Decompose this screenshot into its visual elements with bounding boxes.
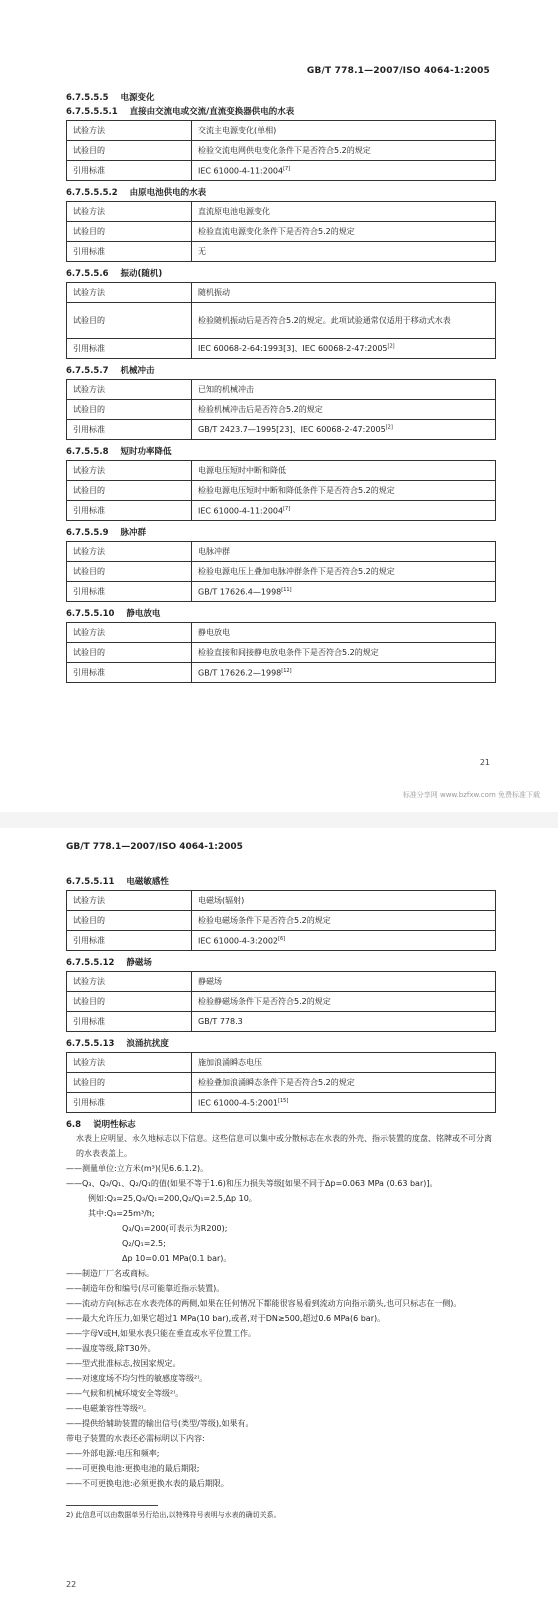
row-value: 检验机械冲击后是否符合5.2的规定 (192, 400, 496, 420)
list-item: 其中:Q₃=25m³/h; (88, 1209, 155, 1218)
row-label: 试验目的 (67, 222, 192, 242)
row-value: 静磁场 (192, 972, 496, 992)
page-number: 21 (479, 758, 490, 767)
list-item: ——制造厂厂名或商标。 (66, 1269, 154, 1278)
row-value: 电磁场(辐射) (192, 891, 496, 911)
list-item: ——测量单位:立方米(m³)(见6.6.1.2)。 (66, 1164, 209, 1173)
test-table (66, 379, 496, 440)
row-label: 引用标准 (67, 339, 192, 359)
row-value: 检验静磁场条件下是否符合5.2的规定 (192, 992, 496, 1012)
table-row (67, 339, 496, 359)
table-row (67, 303, 496, 339)
table-row (67, 643, 496, 663)
table-row (67, 582, 496, 602)
row-value: 检验电磁场条件下是否符合5.2的规定 (192, 911, 496, 931)
section-heading: 6.7.5.5.8 短时功率降低 (66, 447, 172, 457)
row-label: 引用标准 (67, 663, 192, 683)
row-value: GB/T 778.3 (192, 1012, 496, 1032)
watermark-text: 标准分享网 www.bzfxw.com 免费标准下载 (402, 791, 540, 799)
reference-mark: [2] (385, 424, 393, 431)
row-value: IEC 61000-4-3:2002[6] (192, 931, 496, 951)
row-value: 检验电源电压上叠加电脉冲群条件下是否符合5.2的规定 (192, 562, 496, 582)
list-item: ——可更换电池:更换电池的最后期限; (66, 1464, 200, 1473)
row-label: 引用标准 (67, 1093, 192, 1113)
row-label: 试验目的 (67, 562, 192, 582)
row-label: 试验目的 (67, 1073, 192, 1093)
section-heading: 6.7.5.5.11 电磁敏感性 (66, 877, 169, 887)
row-value: GB/T 17626.2—1998[12] (192, 663, 496, 683)
page-header: GB/T 778.1—2007/ISO 4064-1:2005 (306, 66, 490, 76)
table-row (67, 1073, 496, 1093)
table-row (67, 242, 496, 262)
section-heading-6-8: 6.8 说明性标志 (66, 1120, 136, 1130)
section-heading: 6.7.5.5.6 振动(随机) (66, 269, 163, 279)
row-label: 引用标准 (67, 420, 192, 440)
table-row (67, 380, 496, 400)
row-value: 直流原电池电源变化 (192, 202, 496, 222)
row-label: 试验方法 (67, 283, 192, 303)
table-row (67, 141, 496, 161)
table-row (67, 222, 496, 242)
row-label: 引用标准 (67, 242, 192, 262)
list-item: 水表上应明显、永久地标志以下信息。这些信息可以集中或分散标志在水表的外壳、指示装置的度盘、铭牌或不可分离的水表表盖上。 (76, 1134, 492, 1158)
table-row (67, 972, 496, 992)
section-heading: 6.7.5.5.7 机械冲击 (66, 366, 155, 376)
reference-mark: [12] (281, 667, 292, 674)
table-row (67, 931, 496, 951)
row-label: 试验目的 (67, 303, 192, 339)
section-heading: 6.7.5.5.5.1 直接由交流电或交流/直流变换器供电的水表 (66, 107, 295, 117)
table-row (67, 1053, 496, 1073)
test-table (66, 460, 496, 521)
reference-mark: [7] (283, 165, 291, 172)
footnote-rule (66, 1505, 158, 1506)
row-label: 试验目的 (67, 992, 192, 1012)
list-item: 例如:Q₃=25,Q₃/Q₁=200,Q₂/Q₁=2.5,Δp 10。 (88, 1194, 257, 1203)
row-value: 检验直接和间接静电放电条件下是否符合5.2的规定 (192, 643, 496, 663)
page-22 (0, 828, 558, 1600)
section-heading: 6.7.5.5.9 脉冲群 (66, 528, 147, 538)
list-item: ——Q₃、Q₃/Q₁、Q₂/Q₁的值(如果不等于1.6)和压力损失等级[如果不同于Δp=0.063 MPa (0.63 bar)]。 (66, 1179, 438, 1188)
row-label: 试验目的 (67, 643, 192, 663)
table-row (67, 283, 496, 303)
row-label: 试验方法 (67, 542, 192, 562)
row-label: 试验方法 (67, 972, 192, 992)
table-row (67, 501, 496, 521)
page-number: 22 (66, 1580, 77, 1589)
page-separator (0, 812, 558, 828)
row-label: 试验目的 (67, 400, 192, 420)
test-table (66, 541, 496, 602)
row-label: 试验方法 (67, 1053, 192, 1073)
test-table (66, 201, 496, 262)
list-item: ——制造年份和编号(尽可能靠近指示装置)。 (66, 1284, 225, 1293)
table-row (67, 663, 496, 683)
row-label: 引用标准 (67, 161, 192, 181)
list-item: ——温度等级,除T30外。 (66, 1344, 156, 1353)
list-item: Δp 10=0.01 MPa(0.1 bar)。 (122, 1254, 232, 1263)
row-value: IEC 61000-4-5:2001[15] (192, 1093, 496, 1113)
page-header: GB/T 778.1—2007/ISO 4064-1:2005 (66, 842, 243, 852)
list-item: ——型式批准标志,按国家规定。 (66, 1359, 181, 1368)
table-row (67, 161, 496, 181)
list-item: 带电子装置的水表还必需标明以下内容: (66, 1434, 205, 1443)
reference-mark: [15] (278, 1097, 289, 1104)
row-label: 试验方法 (67, 891, 192, 911)
table-row (67, 400, 496, 420)
reference-mark: [2] (387, 343, 395, 350)
marking-list (66, 1131, 496, 1491)
row-value: 电脉冲群 (192, 542, 496, 562)
table-row (67, 420, 496, 440)
list-item: ——对速度场不均匀性的敏感度等级²⁾。 (66, 1374, 208, 1383)
list-item: ——字母V或H,如果水表只能在垂直或水平位置工作。 (66, 1329, 257, 1338)
test-table (66, 120, 496, 181)
section-heading: 6.7.5.5.12 静磁场 (66, 958, 152, 968)
list-item: ——流动方向(标志在水表壳体的两侧,如果在任何情况下都能很容易看到流动方向指示箭头,也可只标志在一侧)。 (66, 1299, 462, 1308)
table-row (67, 202, 496, 222)
row-value: 检验直流电源变化条件下是否符合5.2的规定 (192, 222, 496, 242)
test-tables (66, 876, 496, 1113)
row-label: 试验方法 (67, 461, 192, 481)
table-row (67, 891, 496, 911)
table-row (67, 911, 496, 931)
list-item: ——不可更换电池:必须更换水表的最后期限。 (66, 1479, 229, 1488)
list-item: Q₃/Q₁=200(可表示为R200); (122, 1224, 228, 1233)
table-row (67, 623, 496, 643)
reference-mark: [6] (278, 935, 286, 942)
table-row (67, 542, 496, 562)
row-label: 试验方法 (67, 202, 192, 222)
reference-mark: [11] (281, 586, 292, 593)
table-row (67, 461, 496, 481)
list-item: ——提供给辅助装置的输出信号(类型/等级),如果有。 (66, 1419, 254, 1428)
page-22-content (66, 876, 496, 1520)
row-label: 引用标准 (67, 1012, 192, 1032)
row-value: 交流主电源变化(单相) (192, 121, 496, 141)
table-row (67, 481, 496, 501)
test-table (66, 890, 496, 951)
row-value: IEC 61000-4-11:2004[7] (192, 501, 496, 521)
row-value: 检验电源电压短时中断和降低条件下是否符合5.2的规定 (192, 481, 496, 501)
section-heading: 6.7.5.5.5 电源变化 (66, 93, 155, 103)
row-value: 电源电压短时中断和降低 (192, 461, 496, 481)
row-label: 引用标准 (67, 501, 192, 521)
row-value: 静电放电 (192, 623, 496, 643)
row-label: 试验目的 (67, 141, 192, 161)
list-item: Q₂/Q₁=2.5; (122, 1239, 166, 1248)
row-value: GB/T 17626.4—1998[11] (192, 582, 496, 602)
row-label: 试验目的 (67, 911, 192, 931)
section-heading: 6.7.5.5.13 浪涌抗扰度 (66, 1039, 169, 1049)
row-value: 检验叠加浪涌瞬态条件下是否符合5.2的规定 (192, 1073, 496, 1093)
row-value: 已知的机械冲击 (192, 380, 496, 400)
row-value: 检验交流电网供电变化条件下是否符合5.2的规定 (192, 141, 496, 161)
row-value: IEC 61000-4-11:2004[7] (192, 161, 496, 181)
test-table (66, 282, 496, 359)
row-value: 检验随机振动后是否符合5.2的规定。此项试验通常仅适用于移动式水表 (192, 303, 496, 339)
table-row (67, 992, 496, 1012)
reference-mark: [7] (283, 505, 291, 512)
row-value: 无 (192, 242, 496, 262)
table-row (67, 1093, 496, 1113)
page-21-content (66, 92, 496, 689)
row-value: 施加浪涌瞬态电压 (192, 1053, 496, 1073)
list-item: ——气候和机械环境安全等级²⁾。 (66, 1389, 184, 1398)
row-label: 引用标准 (67, 582, 192, 602)
section-heading: 6.7.5.5.5.2 由原电池供电的水表 (66, 188, 207, 198)
footnote: 2) 此信息可以由数据单另行给出,以特殊符号表明与水表的确切关系。 (66, 1511, 281, 1519)
test-table (66, 1052, 496, 1113)
section-heading: 6.7.5.5.10 静电放电 (66, 609, 161, 619)
row-label: 试验方法 (67, 380, 192, 400)
list-item: ——最大允许压力,如果它超过1 MPa(10 bar),或者,对于DN≥500,超过0.6 MPa(6 bar)。 (66, 1314, 386, 1323)
row-value: 随机振动 (192, 283, 496, 303)
table-row (67, 121, 496, 141)
list-item: ——外部电源:电压和频率; (66, 1449, 160, 1458)
table-row (67, 562, 496, 582)
row-label: 试验目的 (67, 481, 192, 501)
table-row (67, 1012, 496, 1032)
row-value: IEC 60068-2-64:1993[3]、IEC 60068-2-47:2005[2] (192, 339, 496, 359)
test-table (66, 622, 496, 683)
list-item: ——电磁兼容性等级²⁾。 (66, 1404, 152, 1413)
row-label: 试验方法 (67, 121, 192, 141)
row-label: 引用标准 (67, 931, 192, 951)
row-label: 试验方法 (67, 623, 192, 643)
row-value: GB/T 2423.7—1995[23]、IEC 60068-2-47:2005[2] (192, 420, 496, 440)
test-table (66, 971, 496, 1032)
